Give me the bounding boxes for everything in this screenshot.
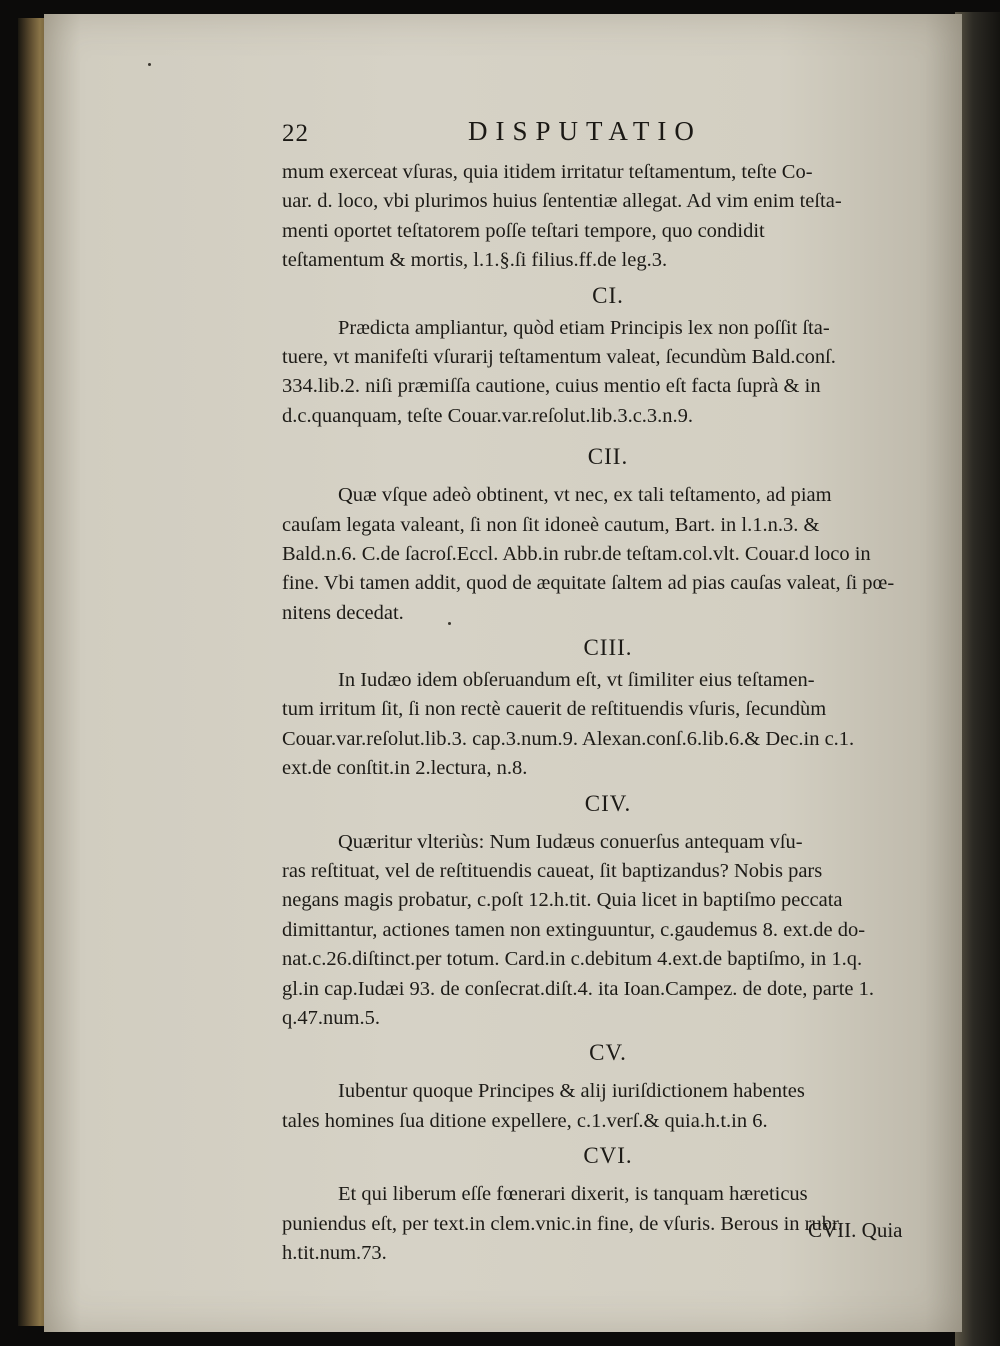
text-line: ras reſtituat, vel de reſtituendis caueat, ſit baptizandus? Nobis pars: [282, 860, 823, 883]
page-number: 22: [282, 120, 309, 147]
text-line: fine. Vbi tamen addit, quod de æquitate ſaltem ad pias cauſas valeat, ſi pœ-: [282, 572, 895, 595]
text-line: In Iudæo idem obſeruandum eſt, vt ſimiliter eius teſtamen-: [338, 669, 815, 692]
text-line: nat.c.26.diſtinct.per totum. Card.in c.debitum 4.ext.de baptiſmo, in 1.q.: [282, 948, 863, 971]
text-line: Quæritur vlteriùs: Num Iudæus conuerſus antequam vſu-: [338, 830, 803, 853]
text-line: Iubentur quoque Principes & alij iuriſdictionem habentes: [338, 1080, 805, 1103]
catchword: CVII. Quia: [808, 1218, 903, 1242]
section-heading: CIV.: [584, 790, 632, 816]
running-title: DISPUTATIO: [468, 116, 702, 146]
text-line: Et qui liberum eſſe fœnerari dixerit, is tanquam hæreticus: [338, 1183, 808, 1206]
text-line: tum irritum ſit, ſi non rectè cauerit de reſtituendis vſuris, ſecundùm: [282, 698, 827, 721]
text-line: negans magis probatur, c.poſt 12.h.tit. Quia licet in baptiſmo peccata: [282, 889, 843, 912]
text-line: Couar.var.reſolut.lib.3. cap.3.num.9. Alexan.conſ.6.lib.6.& Dec.in c.1.: [282, 727, 855, 750]
text-line: uar. d. loco, vbi plurimos huius ſententiæ allegat. Ad vim enim teſta-: [282, 190, 842, 213]
paper-speck: [148, 63, 151, 66]
text-line: cauſam legata valeant, ſi non ſit idoneè cautum, Bart. in l.1.n.3. &: [282, 513, 820, 536]
paper-speck: [448, 622, 451, 625]
text-line: ext.de conſtit.in 2.lectura, n.8.: [282, 757, 528, 780]
text-line: h.tit.num.73.: [282, 1241, 387, 1264]
section-heading: CII.: [587, 444, 629, 470]
text-line: tuere, vt manifeſti vſurarij teſtamentum valeat, ſecundùm Bald.conſ.: [282, 345, 836, 368]
text-line: Bald.n.6. C.de ſacroſ.Eccl. Abb.in rubr.de teſtam.col.vlt. Couar.d loco in: [282, 542, 871, 565]
text-line: Prædicta ampliantur, quòd etiam Principis lex non poſſit ſta-: [338, 316, 830, 339]
text-line: q.47.num.5.: [282, 1006, 380, 1029]
text-line: mum exerceat vſuras, quia itidem irritatur teſtamentum, teſte Co-: [282, 161, 813, 183]
section-heading: CV.: [589, 1040, 627, 1066]
running-head: [282, 114, 742, 150]
text-line: puniendus eſt, per text.in clem.vnic.in fine, de vſuris. Berous in rubr.: [282, 1212, 843, 1235]
section-heading: CIII.: [583, 635, 633, 661]
section-heading: CVI.: [583, 1143, 633, 1169]
text-line: menti oportet teſtatorem poſſe teſtari tempore, quo condidit: [282, 219, 765, 242]
text-line: 334.lib.2. niſi præmiſſa cautione, cuius mentio eſt facta ſuprà & in: [282, 375, 821, 398]
text-line: nitens decedat.: [282, 601, 404, 624]
text-line: Quæ vſque adeò obtinent, vt nec, ex tali teſtamento, ad piam: [338, 484, 832, 507]
text-line: tales homines ſua ditione expellere, c.1.verſ.& quia.h.t.in 6.: [282, 1109, 768, 1132]
text-line: gl.in cap.Iudæi 93. de conſecrat.diſt.4. ita Ioan.Campez. de dote, parte 1.: [282, 977, 875, 1000]
page-text: [282, 158, 934, 1268]
section-heading: CI.: [592, 282, 624, 308]
text-line: teſtamentum & mortis, l.1.§.ſi filius.ff.de leg.3.: [282, 249, 668, 272]
text-line: d.c.quanquam, teſte Couar.var.reſolut.lib.3.c.3.n.9.: [282, 404, 694, 427]
text-line: dimittantur, actiones tamen non extinguuntur, c.gaudemus 8. ext.de do-: [282, 918, 866, 941]
